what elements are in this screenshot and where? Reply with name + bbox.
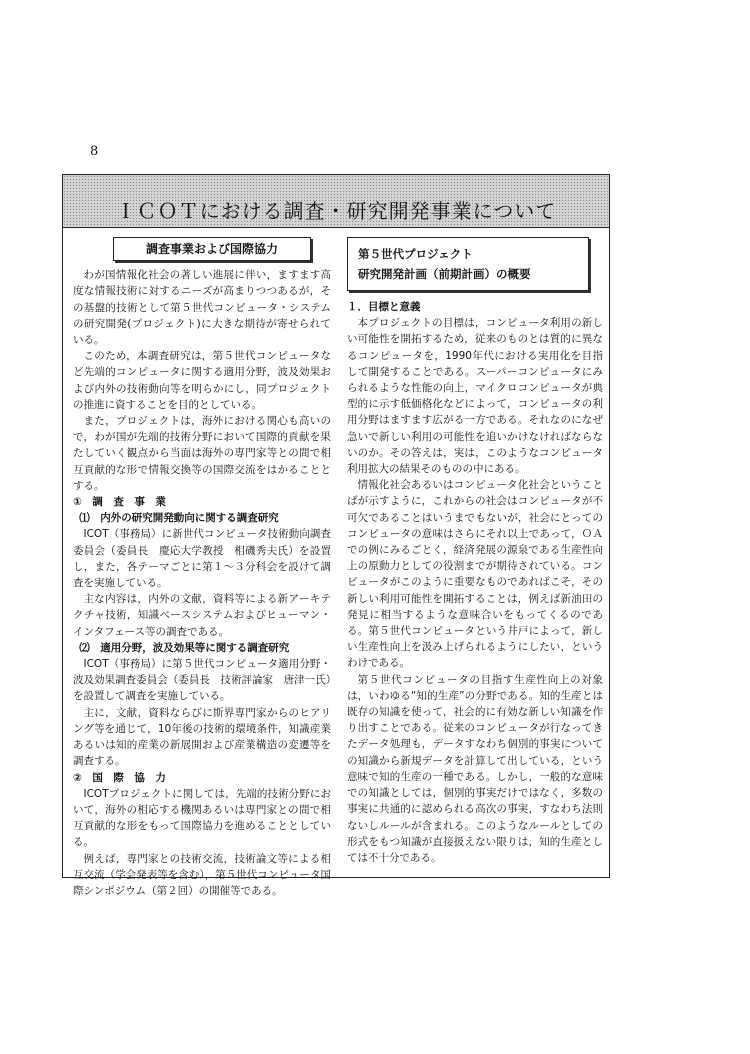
- right-title-line: 研究開発計画（前期計画）の概要: [358, 267, 531, 281]
- right-column: [347, 237, 603, 866]
- right-title-line: 第５世代プロジェクト: [358, 247, 473, 261]
- intro-paragraph: わが国情報化社会の著しい進展に伴い，ますます高度な情報技術に対するニーズが高まりつつあるが，その基盤的技術として第５世代コンピュータ・システムの研究開発(プロジェクト)に大きな期待が寄せられている。: [73, 269, 331, 347]
- body-paragraph: 例えば，専門家との技術交流，技術論文等による相互交流（学会発表等を含む），第５世代コンピュータ国際シンポジウム（第２回）の開催等である。: [73, 852, 331, 897]
- intro-paragraph: このため，本調査研究は，第５世代コンピュータなど先端的コンピュータに関する適用分野，波及効果および内外の技術動向等を明らかにし，同プロジェクトの推進に資することを目的としている。: [73, 350, 331, 411]
- body-paragraph: 情報化社会あるいはコンピュータ化社会ということばが示すように，これからの社会はコンピュータが不可欠であることはいうまでもないが，社会にとってのコンピュータの意味はさらにそれ以上であって，ＯＡでの例にみるごとく，経済発展の源泉である生産性向上の原動力としての役割までが期待されている。コンピュータがこのように重要なものであればこそ，その新しい利用可能性を開拓することは，例えば新油田の発見に相当するような意味合いをもってくるのである。第５世代コンピュータという井戸によって，新しい生産性向上を汲み上げられるようにしたい，というわけである。: [347, 479, 603, 670]
- survey-heading: ① 調 査 事 業: [73, 496, 166, 509]
- body-paragraph: 主な内容は，内外の文献，資料等による新アーキテクチャ技術，知識ベースシステムおよびヒューマン・インタフェース等の調査である。: [73, 593, 331, 638]
- body-paragraph: 本プロジェクトの目標は，コンピュータ利用の新しい可能性を開拓するため，従来のものとは質的に異なるコンピュータを，1990年代における実用化を目指して開発することである。スーパーコンピュータにみられるような性能の向上，マイクロコンピュータが典型的に示す低価格化などによって，コンピュータの利用分野はますます広がる一方である。それなのになぜ急いで新しい利用の可能性を追いかけなければならないのか。その答えは，実は，このようなコンピュータ利用拡大の結果そのものの中にある。: [347, 317, 603, 476]
- intro-paragraph: また，プロジェクトは，海外における関心も高いので，わが国が先端的技術分野において国際的貢献を果たしていく観点から当面は海外の専門家等との間で相互貢献的な形で情報交換等の国際交流をはかることとする。: [73, 415, 331, 492]
- title-banner: [63, 175, 609, 228]
- subsection-heading: ⑵ 適用分野，波及効果等に関する調査研究: [79, 641, 290, 654]
- body-paragraph: ICOT（事務局）に新世代コンピュータ技術動向調査委員会（委員長 慶応大学教授 相磯秀夫氏）を設置し，また，各テーマごとに第１～３分科会を設けて調査を実施している。: [73, 528, 331, 590]
- body-paragraph: 主に，文献，資料ならびに斯界専門家からのヒアリング等を通じて，10年後の技術的環境条件，知識産業あるいは知的産業の新展開および産業構造の変遷等を調査する。: [73, 706, 331, 768]
- body-paragraph: ICOT（事務局）に第５世代コンピュータ適用分野・波及効果調査委員会（委員長 技術評論家 唐津一氏）を設置して調査を実施している。: [73, 658, 331, 703]
- body-paragraph: 第５世代コンピュータの目指す生産性向上の対象は，いわゆる“知的生産”の分野である。知的生産とは既存の知識を使って，社会的に有効な新しい知識を作り出すことである。従来のコンピュータが行なってきたデータ処理も，データすなわち個別的事実についての知識から新規データを計算して出している，という意味で知的生産の一種である。しかし，一般的な意味での知識としては，個別的事実だけではなく，多数の事実に共通的に認められる高次の事実，すなわち法則ないしルールが含まれる。このようなルールとしての形式をもつ知識が直接扱えない限りは，知的生産としては不十分である。: [347, 673, 603, 864]
- article-frame: [62, 174, 610, 897]
- right-section-title: [347, 237, 589, 291]
- left-column: [73, 237, 331, 899]
- body-paragraph: ICOTプロジェクトに関しては，先端的技術分野において，海外の相応する機関あるいは専門家との間で相互貢献的な形をもって国際協力を進めることとしている。: [73, 787, 331, 849]
- goal-heading: １．目標と意義: [347, 301, 421, 313]
- page-number: 8: [90, 144, 99, 159]
- left-section-title: 調査事業および国際協力: [113, 237, 311, 261]
- international-heading: ② 国 際 協 力: [73, 771, 166, 784]
- subsection-heading: ⑴ 内外の研究開発動向に関する調査研究: [79, 512, 279, 525]
- article-title: ＩＣＯＴにおける調査・研究開発事業について: [115, 198, 557, 223]
